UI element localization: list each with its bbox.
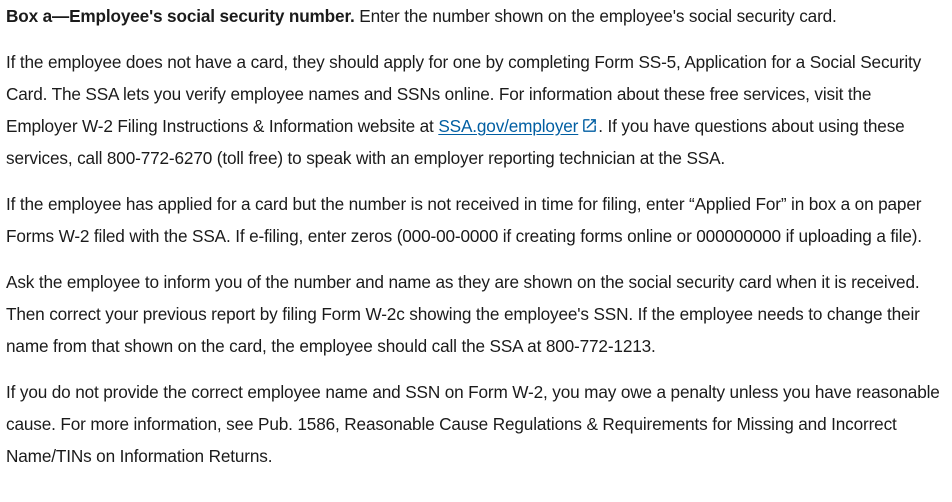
section-heading: Box a—Employee's social security number. xyxy=(6,6,355,26)
paragraph-correct-report: Ask the employee to inform you of the number and name as they are shown on the social security card when it is received. Then correct your previous report by filing Form W-2c showing the employee's SSN. If the employee needs to change their name from that shown on the card, the employee should call the SSA at 800-772-1213. xyxy=(6,272,920,356)
ssa-employer-link[interactable] xyxy=(438,116,598,136)
ssa-employer-link-text[interactable]: SSA.gov/employer xyxy=(438,116,579,136)
external-link-icon[interactable] xyxy=(581,117,598,134)
paragraph-applied-for: If the employee has applied for a card but the number is not received in time for filing, enter “Applied For” in box a on paper Forms W-2 filed with the SSA. If e-filing, enter zeros (000-00-0000 if creating forms online or 000000000 if uploading a file). xyxy=(6,194,922,246)
paragraph-penalty: If you do not provide the correct employee name and SSN on Form W-2, you may owe a penalty unless you have reasonable cause. For more information, see Pub. 1586, Reasonable Cause Regulations & Requirements for Missing and Incorrect Name/TINs on Information Returns. xyxy=(6,382,940,466)
paragraph-box-a-intro xyxy=(6,0,946,32)
paragraph-no-card xyxy=(6,46,946,174)
intro-text: Enter the number shown on the employee's social security card. xyxy=(354,6,837,26)
no-card-text-before-link: If the employee does not have a card, they should apply for one by completing Form SS-5, Application for a Social Security Card. The SSA lets you verify employee names and SSNs online. For information about these free services, visit the Employer W-2 Filing Instructions & Information website at xyxy=(6,52,922,136)
no-card-text-after-link: . If you have questions about using these services, call 800-772-6270 (toll free) to speak with an employer reporting technician at the SSA. xyxy=(6,116,905,168)
